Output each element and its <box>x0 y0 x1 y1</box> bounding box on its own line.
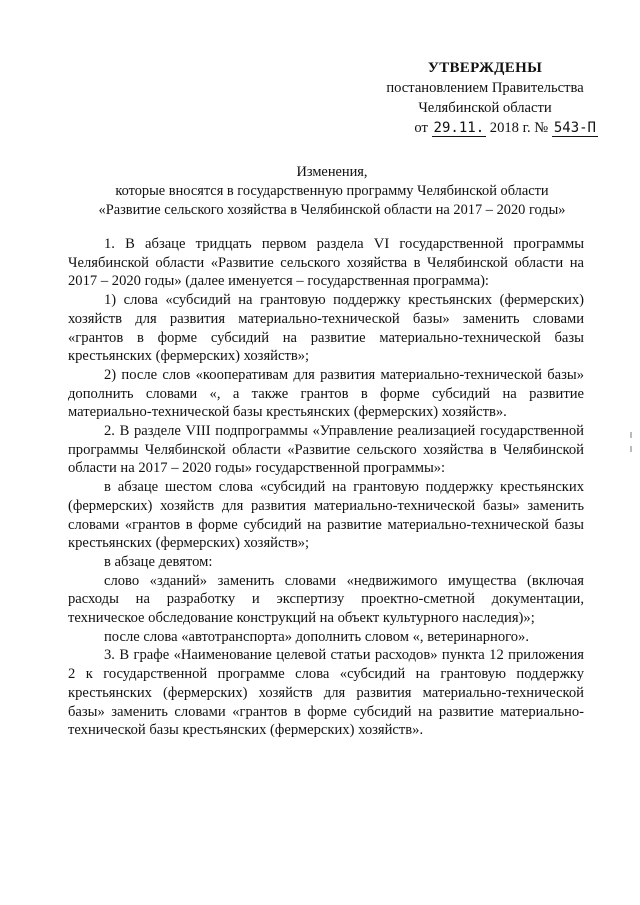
document-title <box>68 163 596 220</box>
paragraph-4: 2. В разделе VIII подпрограммы «Управление реализацией государственной программы Челябинской области «Развитие сельского хозяйства в Челябинской области на 2017 – 2020 годы» государственной программы»: <box>68 423 584 477</box>
scan-edge-mark <box>630 446 632 452</box>
paragraph-7: слово «зданий» заменить словами «недвижимого имущества (включая расходы на разработку и экспертизу проектно-сметной документации, техническое обследование конструкций на объект культурного наследия)»; <box>68 572 584 627</box>
date-prefix: от <box>414 120 428 136</box>
paragraph-2: 1) слова «субсидий на грантовую поддержку крестьянских (фермерских) хозяйств для развития материально-технической базы» заменить словами «грантов в форме субсидий на развитие материально-технической базы крестьянских (фермерских) хозяйств»; <box>68 292 584 365</box>
title-line-1: Изменения, <box>296 164 368 180</box>
paragraph-9: 3. В графе «Наименование целевой статьи расходов» пункта 12 приложения 2 к государственной программе слова «субсидий на грантовую поддержку крестьянских (фермерских) хозяйств для развития материально-технической базы» заменить словами «грантов в форме субсидий на развитие материально-технической базы крестьянских (фермерских) хозяйств». <box>68 647 584 739</box>
document-body <box>68 235 584 740</box>
paragraph-8: после слова «автотранспорта» дополнить словом «, ветеринарного». <box>104 628 529 645</box>
paragraph-6: в абзаце девятом: <box>104 553 213 570</box>
document-number: 543-П <box>553 120 596 136</box>
approval-line-region: Челябинской области <box>418 100 552 116</box>
title-line-2: которые вносятся в государственную программу Челябинской области <box>115 183 549 199</box>
paragraph-1: 1. В абзаце тридцать первом раздела VI государственной программы Челябинской области «Развитие сельского хозяйства в Челябинской области на 2017 – 2020 годы» (далее именуется – государственная программа): <box>68 236 584 290</box>
paragraph-3: 2) после слов «кооперативам для развития материально-технической базы» дополнить словами «, а также грантов в форме субсидий на развитие материально-технической базы крестьянских (фермерских) хозяйств». <box>68 366 584 421</box>
approval-line-resolution: постановлением Правительства <box>386 80 584 96</box>
approval-block <box>372 58 598 138</box>
approval-heading: УТВЕРЖДЕНЫ <box>427 60 543 76</box>
title-line-3: «Развитие сельского хозяйства в Челябинской области на 2017 – 2020 годы» <box>98 202 566 218</box>
year-text: 2018 г. № <box>489 120 549 136</box>
approval-dateline <box>372 118 598 138</box>
paragraph-5: в абзаце шестом слова «субсидий на грантовую поддержку крестьянских (фермерских) хозяйств для развития материально-технической базы» заменить словами «грантов в форме субсидий на развитие материально-технической базы крестьянских (фермерских) хозяйств»; <box>68 479 584 552</box>
scan-edge-mark <box>630 432 632 438</box>
date-value: 29.11. <box>433 120 485 136</box>
